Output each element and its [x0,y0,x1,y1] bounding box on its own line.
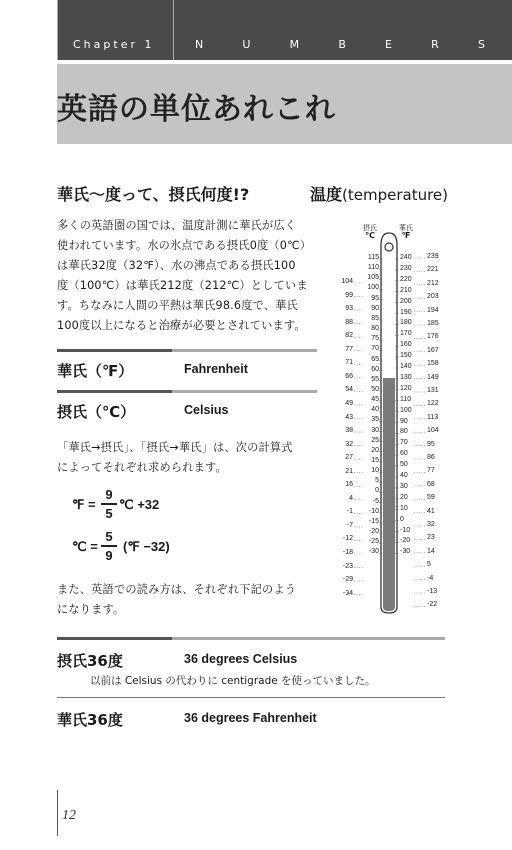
thermometer-top-ring [385,243,393,251]
fahrenheit-outer-value: 68 [427,480,435,488]
formula-intro-paragraph [57,438,319,478]
celsius-outer-value: 77 [345,345,353,353]
fahrenheit-outer-value: 239 [427,253,439,260]
paragraph-line: になります。 [57,603,125,616]
paragraph-line: 使われています。水の氷点である摂氏0度（0℃） [57,239,312,252]
celsius-tick-value: -10 [368,507,379,515]
temperature-heading-en: (temperature) [342,186,449,204]
section-rule [57,349,317,352]
celsius-tick-value: 80 [371,325,379,333]
paragraph-line: す。ちなみに人間の平熱は華氏98.6度で、華氏 [57,299,298,312]
fahrenheit-label-jp: 華氏 [399,224,413,232]
fahrenheit-outer-value: -13 [427,588,438,595]
fahrenheit-outer-value: 167 [427,346,439,354]
paragraph-line: また、英語での読み方は、それぞれ下記のよう [57,583,297,596]
fahrenheit-tick-value: 100 [400,406,412,414]
thermometer-tube [381,233,397,613]
fahrenheit-outer-value: 203 [427,293,439,301]
fahrenheit-outer-value: 212 [427,279,439,287]
celsius-tick-value: -30 [368,548,379,556]
section-heading: 華氏〜度って、摂氏何度!? [57,185,250,204]
celsius-tick-value: 100 [367,284,379,292]
fahrenheit-outer-value: 104 [427,427,439,435]
celsius-tick-value: -25 [368,538,379,546]
paragraph-line: 「華氏→摂氏」、「摂氏→華氏」は、次の計算式 [57,441,293,454]
formula-f-lhs: ℉ = [72,497,96,512]
term-celsius-jp: 摂氏（℃） [57,403,136,421]
celsius-outer-value: -18 [342,549,353,556]
section-title-letter: S [477,38,485,51]
celsius-outer-value: 43 [345,413,353,421]
fahrenheit-outer-value: -4 [427,574,434,582]
celsius-outer-value: -12 [342,535,353,543]
chapter-label: Chapter 1 [73,38,155,51]
fahrenheit-tick-value: 70 [400,439,408,447]
example-divider [57,697,445,698]
celsius-tick-value: 95 [371,294,379,302]
fraction-bar [101,545,117,547]
celsius-tick-value: 40 [371,406,379,414]
celsius-outer-value: 27 [345,454,353,462]
fahrenheit-tick-value: 170 [400,330,412,338]
fahrenheit-outer-value: 95 [427,440,435,448]
celsius-outer-value: 104 [341,278,353,285]
fahrenheit-outer-value: 158 [427,360,439,368]
celsius-tick-value: 70 [371,345,379,353]
paragraph-line: によってそれぞれ求められます。 [57,461,227,474]
celsius-outer-value: 21 [345,467,353,475]
formula-c-lhs: ℃ = [72,539,98,554]
fahrenheit-tick-value: 10 [400,504,408,512]
fahrenheit-outer-value: 23 [427,534,435,542]
example-1-note: 以前は Celsius の代わりに centigrade を使っていました。 [90,675,376,687]
fahrenheit-outer-value: 185 [427,320,439,327]
celsius-tick-value: 50 [371,385,379,393]
celsius-tick-value: 65 [371,355,379,363]
fahrenheit-tick-value: 80 [400,428,408,436]
fahrenheit-outer-value: 176 [427,333,439,341]
celsius-outer-value: -34 [342,589,353,597]
fahrenheit-outer-value: 32 [427,521,435,528]
fahrenheit-tick-value: -30 [400,548,411,556]
example-rule [57,637,445,640]
celsius-outer-value: 66 [345,372,353,380]
example-1-en: 36 degrees Celsius [184,652,298,666]
celsius-outer-value: -7 [346,521,353,529]
fahrenheit-tick-value: 120 [400,384,412,392]
term-fahrenheit-en: Fahrenheit [184,362,248,376]
thermometer-mercury [383,378,395,611]
example-2-jp: 華氏36度 [57,711,123,729]
celsius-tick-value: 0 [375,487,379,495]
section-title-letter: R [431,38,439,51]
page-number: 12 [62,808,76,823]
fahrenheit-outer-value: 122 [427,400,439,408]
fahrenheit-tick-value: 40 [400,472,408,479]
celsius-tick-value: 90 [371,304,379,312]
celsius-tick-value: 30 [371,426,379,434]
celsius-outer-value: 71 [345,359,353,367]
celsius-outer-value: 49 [345,399,353,407]
fahrenheit-outer-value: -22 [427,601,438,609]
celsius-tick-value: 35 [371,416,379,424]
fahrenheit-outer-value: 113 [427,413,439,421]
celsius-tick-value: 25 [371,436,379,444]
fahrenheit-tick-value: 210 [400,286,412,294]
fahrenheit-tick-value: 110 [400,395,412,403]
fahrenheit-unit: ℉ [401,231,411,240]
example-2-en: 36 degrees Fahrenheit [184,711,317,725]
celsius-outer-value: 99 [345,291,353,299]
fahrenheit-tick-value: 190 [400,308,412,316]
formula-c-denominator: 9 [105,548,113,563]
celsius-outer-value: 38 [345,427,353,435]
formula-f-rhs: ℃ +32 [119,497,160,512]
fahrenheit-tick-value: 0 [400,515,404,523]
fahrenheit-outer-value: 86 [427,454,435,461]
section-rule [57,390,317,393]
fahrenheit-outer-value: 194 [427,306,439,314]
celsius-tick-value: 60 [371,365,379,373]
celsius-outer-value: 4 [349,494,353,502]
celsius-tick-value: 115 [367,254,379,261]
fahrenheit-tick-value: 240 [400,254,412,261]
fahrenheit-tick-value: 150 [400,352,412,360]
celsius-scale-label [358,224,382,240]
reading-intro-paragraph [57,580,319,620]
celsius-tick-value: 75 [371,335,379,343]
celsius-tick-value: 45 [371,396,379,404]
celsius-tick-value: -15 [368,517,379,525]
term-celsius-en: Celsius [184,403,229,417]
header-divider [57,0,58,60]
celsius-tick-value: -20 [368,528,379,536]
paragraph-line: 多くの英語圏の国では、温度計測に華氏が広く [57,219,297,232]
celsius-outer-value: 88 [345,318,353,326]
fahrenheit-outer-value: 221 [427,266,439,274]
page-title: 英語の単位あれこれ [57,92,336,127]
fahrenheit-tick-value: 220 [400,275,412,283]
title-band [57,64,512,144]
fahrenheit-tick-value: 200 [400,297,412,305]
celsius-outer-value: 82 [345,332,353,340]
celsius-tick-value: 20 [371,446,379,454]
paragraph-line: 100度以上になると治療が必要とされています。 [57,319,306,332]
fahrenheit-tick-value: 60 [400,450,408,458]
celsius-tick-value: 10 [371,467,379,475]
term-fahrenheit-jp: 華氏（℉） [57,362,134,380]
fahrenheit-outer-value: 41 [427,507,435,515]
celsius-outer-value: 54 [345,386,353,394]
paragraph-line: は華氏32度（32℉）、水の沸点である摂氏100 [57,259,296,272]
formula-f-denominator: 5 [105,506,113,521]
formula-f-numerator: 9 [105,487,113,502]
header-divider [173,0,174,60]
celsius-tick-value: 15 [371,457,379,464]
fraction-bar [101,503,117,505]
section-title-letter: U [242,38,251,51]
fahrenheit-tick-value: 90 [400,417,408,425]
fahrenheit-tick-value: 50 [400,461,408,469]
fahrenheit-tick-value: 130 [400,373,412,381]
section-title-letter: M [289,38,300,51]
fahrenheit-tick-value: 160 [400,341,412,349]
section-title-letter: B [338,38,346,51]
intro-paragraph [57,216,319,336]
fahrenheit-outer-value: 77 [427,467,435,475]
celsius-tick-value: 55 [371,375,379,383]
fahrenheit-outer-value: 149 [427,373,439,381]
fahrenheit-outer-value: 131 [427,387,439,394]
fahrenheit-tick-value: 30 [400,482,408,490]
formula-c-numerator: 5 [105,529,113,544]
celsius-label-jp: 摂氏 [363,224,377,232]
celsius-outer-value: -1 [346,508,353,516]
fahrenheit-outer-value: 5 [427,561,431,569]
fahrenheit-tick-value: -20 [400,537,411,545]
fahrenheit-tick-value: 20 [400,493,408,501]
fahrenheit-tick-value: 140 [400,363,412,370]
celsius-tick-value: 85 [371,314,379,322]
example-1-jp: 摂氏36度 [57,652,123,670]
fahrenheit-scale-label [394,224,418,240]
celsius-tick-value: 5 [375,477,379,485]
celsius-outer-value: 93 [345,305,353,313]
celsius-outer-value: 32 [345,440,353,448]
paragraph-line: 度（100℃）は華氏212度（212℃）としていま [57,279,308,292]
formula-c-rhs: (℉ −32) [123,539,170,554]
celsius-tick-value: 105 [367,274,379,282]
temperature-heading [310,182,448,205]
temperature-heading-jp: 温度 [310,185,343,204]
fahrenheit-tick-value: 230 [400,264,412,272]
fahrenheit-outer-value: 59 [427,494,435,502]
section-title-letter: E [385,38,392,51]
section-title-letters [195,38,485,51]
page-number-rule [57,790,58,836]
fahrenheit-tick-value: -10 [400,526,411,534]
celsius-unit: ℃ [365,231,375,240]
chapter-header [57,36,512,56]
celsius-outer-value: -29 [342,576,353,584]
fahrenheit-tick-value: 180 [400,319,412,327]
fahrenheit-outer-value: 14 [427,547,435,555]
celsius-tick-value: -5 [372,497,379,505]
section-title-letter: N [195,38,204,51]
celsius-tick-value: 110 [367,264,379,272]
celsius-outer-value: -23 [342,562,353,570]
celsius-outer-value: 16 [345,481,353,489]
